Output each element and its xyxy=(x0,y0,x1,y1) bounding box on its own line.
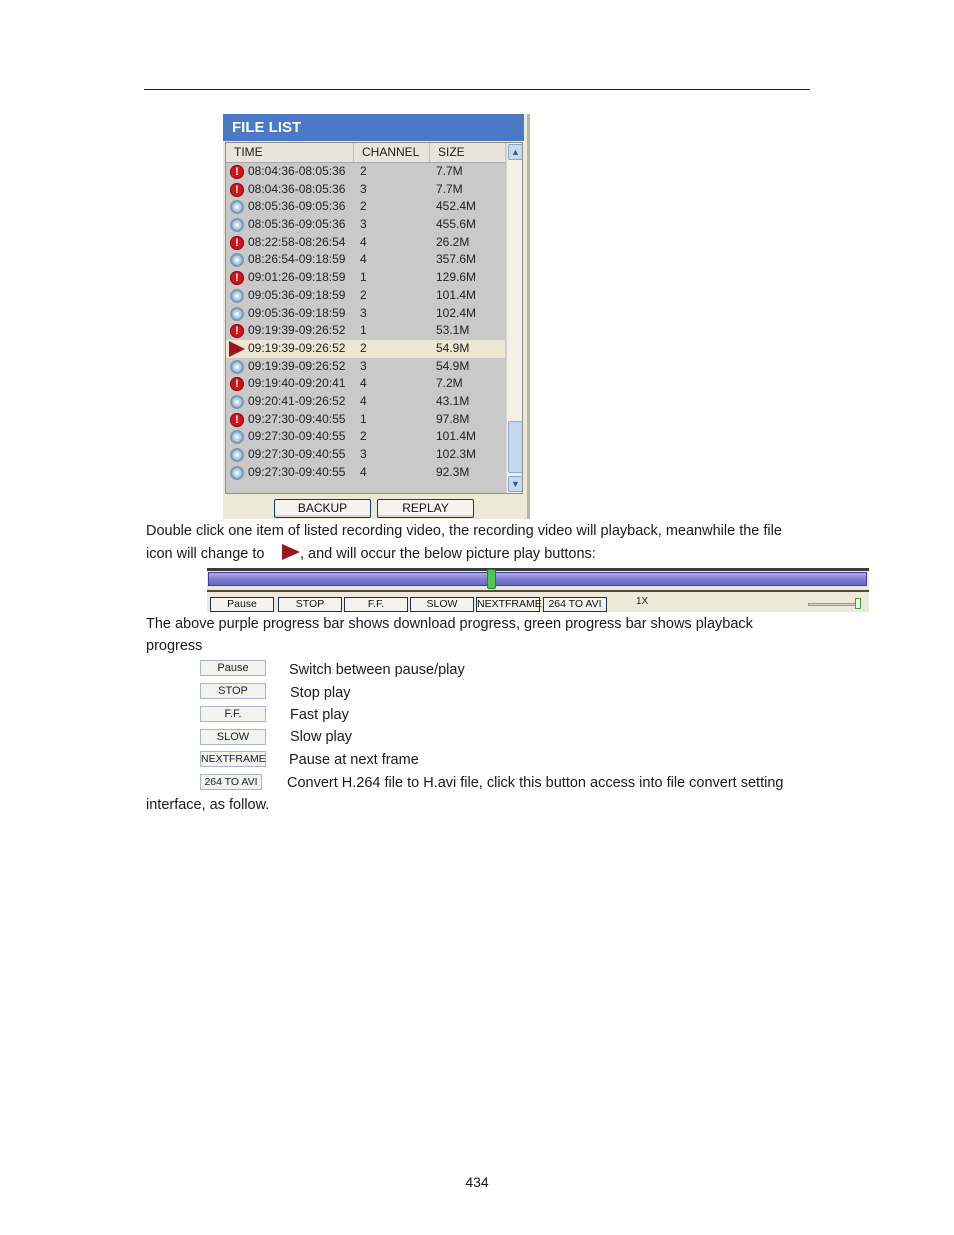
scroll-up-icon[interactable]: ▲ xyxy=(508,144,523,160)
column-header-size[interactable]: SIZE xyxy=(438,145,465,159)
legend-264toavi-button: 264 TO AVI xyxy=(200,774,262,790)
file-list-row[interactable] xyxy=(226,251,505,269)
paragraph-1-line-2a: icon will change to xyxy=(146,546,265,562)
row-size: 102.4M xyxy=(436,305,477,320)
file-list-row[interactable] xyxy=(226,446,505,464)
row-size: 53.1M xyxy=(436,323,470,338)
row-size: 452.4M xyxy=(436,199,477,214)
file-list-rows xyxy=(226,163,505,481)
file-list-row[interactable] xyxy=(226,163,505,181)
row-time: 08:04:36-08:05:36 xyxy=(248,181,346,196)
alarm-record-icon xyxy=(230,413,244,427)
speed-indicator: 1X xyxy=(636,596,649,607)
legend-pause-desc: Switch between pause/play xyxy=(289,662,465,678)
file-list-row[interactable] xyxy=(226,322,505,340)
disc-record-icon xyxy=(230,289,244,303)
page-number: 434 xyxy=(465,1174,489,1190)
alarm-record-icon xyxy=(230,271,244,285)
disc-record-icon xyxy=(230,430,244,444)
backup-button[interactable]: BACKUP xyxy=(274,499,371,518)
row-channel: 3 xyxy=(360,447,367,461)
file-list-row[interactable] xyxy=(226,428,505,446)
row-size: 26.2M xyxy=(436,234,470,249)
column-header-channel[interactable]: CHANNEL xyxy=(354,143,430,162)
disc-record-icon xyxy=(230,200,244,214)
row-time: 09:05:36-09:18:59 xyxy=(248,305,346,320)
pause-button[interactable]: Pause xyxy=(210,597,274,612)
file-list-row[interactable] xyxy=(226,358,505,376)
disc-record-icon xyxy=(230,466,244,480)
row-time: 09:19:40-09:20:41 xyxy=(248,376,346,391)
legend-pause-button: Pause xyxy=(200,660,266,676)
row-size: 92.3M xyxy=(436,464,470,479)
file-list-panel xyxy=(223,114,530,519)
column-header-time[interactable]: TIME xyxy=(226,143,354,162)
row-channel: 2 xyxy=(360,199,367,214)
volume-slider-knob[interactable] xyxy=(855,598,861,609)
scroll-down-icon[interactable]: ▼ xyxy=(508,476,523,492)
row-time: 09:19:39-09:26:52 xyxy=(248,340,346,355)
legend-slow-button: SLOW xyxy=(200,729,266,745)
playing-icon xyxy=(229,341,245,357)
file-list-row[interactable] xyxy=(226,393,505,411)
file-list-row[interactable] xyxy=(226,216,505,234)
file-list-title: FILE LIST xyxy=(223,114,524,141)
header-rule xyxy=(144,89,810,90)
row-channel: 2 xyxy=(360,164,367,178)
row-time: 09:19:39-09:26:52 xyxy=(248,358,346,373)
alarm-record-icon xyxy=(230,377,244,391)
row-channel: 4 xyxy=(360,234,367,249)
row-time: 09:01:26-09:18:59 xyxy=(248,270,346,285)
file-list-header xyxy=(226,143,505,163)
slow-button[interactable]: SLOW xyxy=(410,597,474,612)
row-channel: 4 xyxy=(360,464,367,479)
stop-button[interactable]: STOP xyxy=(278,597,342,612)
paragraph-2-line-1: The above purple progress bar shows download progress, green progress bar shows playback xyxy=(146,616,753,632)
row-time: 08:04:36-08:05:36 xyxy=(248,164,346,178)
row-channel: 4 xyxy=(360,393,367,408)
row-size: 7.2M xyxy=(436,376,463,391)
row-size: 97.8M xyxy=(436,411,470,426)
file-list-row[interactable] xyxy=(226,287,505,305)
file-list-row[interactable] xyxy=(226,198,505,216)
file-list-table xyxy=(225,142,523,494)
alarm-record-icon xyxy=(230,236,244,250)
row-channel: 3 xyxy=(360,358,367,373)
row-channel: 4 xyxy=(360,252,367,267)
playback-progress-knob[interactable] xyxy=(487,569,496,589)
legend-nextframe-button: NEXTFRAME xyxy=(201,753,266,765)
row-channel: 3 xyxy=(360,305,367,320)
download-progress-bar xyxy=(208,572,867,586)
row-time: 09:27:30-09:40:55 xyxy=(248,447,346,461)
toolbar-top-rule xyxy=(207,568,869,571)
legend-nextframe-desc: Pause at next frame xyxy=(289,752,419,768)
toolbar-separator xyxy=(207,590,869,592)
next-frame-button[interactable]: NEXTFRAME xyxy=(477,598,542,610)
paragraph-1-line-2b: , and will occur the below picture play buttons: xyxy=(300,546,596,562)
row-channel: 2 xyxy=(360,429,367,444)
file-list-scrollbar[interactable] xyxy=(506,143,523,493)
replay-button[interactable]: REPLAY xyxy=(377,499,474,518)
row-channel: 2 xyxy=(360,340,367,355)
row-time: 09:20:41-09:26:52 xyxy=(248,393,346,408)
file-list-row[interactable] xyxy=(226,375,505,393)
row-time: 08:26:54-09:18:59 xyxy=(248,252,346,267)
row-size: 7.7M xyxy=(436,181,463,196)
legend-slow-desc: Slow play xyxy=(290,729,353,745)
row-time: 08:22:58-08:26:54 xyxy=(248,234,346,249)
play-state-icon xyxy=(282,544,300,560)
row-size: 101.4M xyxy=(436,287,477,302)
row-channel: 1 xyxy=(360,323,367,338)
row-channel: 3 xyxy=(360,181,367,196)
closing-line: interface, as follow. xyxy=(146,797,270,813)
disc-record-icon xyxy=(230,395,244,409)
scrollbar-thumb[interactable] xyxy=(508,421,523,473)
disc-record-icon xyxy=(230,307,244,321)
row-size: 102.3M xyxy=(436,447,477,461)
paragraph-2-line-2: progress xyxy=(146,638,203,654)
file-list-row[interactable] xyxy=(226,234,505,252)
row-channel: 1 xyxy=(360,411,367,426)
volume-slider[interactable] xyxy=(808,603,860,606)
file-list-row[interactable] xyxy=(226,464,505,482)
disc-record-icon xyxy=(230,218,244,232)
alarm-record-icon xyxy=(230,165,244,179)
legend-ff-desc: Fast play xyxy=(290,707,349,723)
row-size: 54.9M xyxy=(436,340,470,355)
row-time: 08:05:36-09:05:36 xyxy=(248,199,346,214)
file-list-row[interactable] xyxy=(226,181,505,199)
file-list-row[interactable] xyxy=(226,305,505,323)
convert-264-to-avi-button[interactable]: 264 TO AVI xyxy=(543,597,607,612)
disc-record-icon xyxy=(230,448,244,462)
alarm-record-icon xyxy=(230,324,244,338)
disc-record-icon xyxy=(230,360,244,374)
row-channel: 2 xyxy=(360,287,367,302)
row-time: 08:05:36-09:05:36 xyxy=(248,217,346,232)
row-channel: 3 xyxy=(360,217,367,232)
paragraph-1-line-1: Double click one item of listed recording video, the recording video will playback, meanwhile the file xyxy=(146,523,782,539)
row-channel: 4 xyxy=(360,376,367,391)
row-size: 7.7M xyxy=(436,164,463,178)
row-size: 43.1M xyxy=(436,393,470,408)
disc-record-icon xyxy=(230,253,244,267)
row-time: 09:27:30-09:40:55 xyxy=(248,411,346,426)
row-time: 09:27:30-09:40:55 xyxy=(248,429,346,444)
alarm-record-icon xyxy=(230,183,244,197)
file-list-row[interactable] xyxy=(226,411,505,429)
row-size: 54.9M xyxy=(436,358,470,373)
fast-forward-button[interactable]: F.F. xyxy=(344,597,408,612)
row-size: 129.6M xyxy=(436,270,477,285)
file-list-row[interactable] xyxy=(226,340,505,358)
row-time: 09:05:36-09:18:59 xyxy=(248,287,346,302)
row-size: 357.6M xyxy=(436,252,477,267)
row-channel: 1 xyxy=(360,270,367,285)
legend-264toavi-desc: Convert H.264 file to H.avi file, click this button access into file convert setting xyxy=(287,775,784,791)
file-list-row[interactable] xyxy=(226,269,505,287)
legend-ff-button: F.F. xyxy=(200,706,266,722)
playback-toolbar xyxy=(207,568,869,612)
row-size: 101.4M xyxy=(436,429,477,444)
row-size: 455.6M xyxy=(436,217,477,232)
row-time: 09:19:39-09:26:52 xyxy=(248,323,346,338)
legend-stop-button: STOP xyxy=(200,683,266,699)
legend-stop-desc: Stop play xyxy=(290,685,351,701)
row-time: 09:27:30-09:40:55 xyxy=(248,464,346,479)
